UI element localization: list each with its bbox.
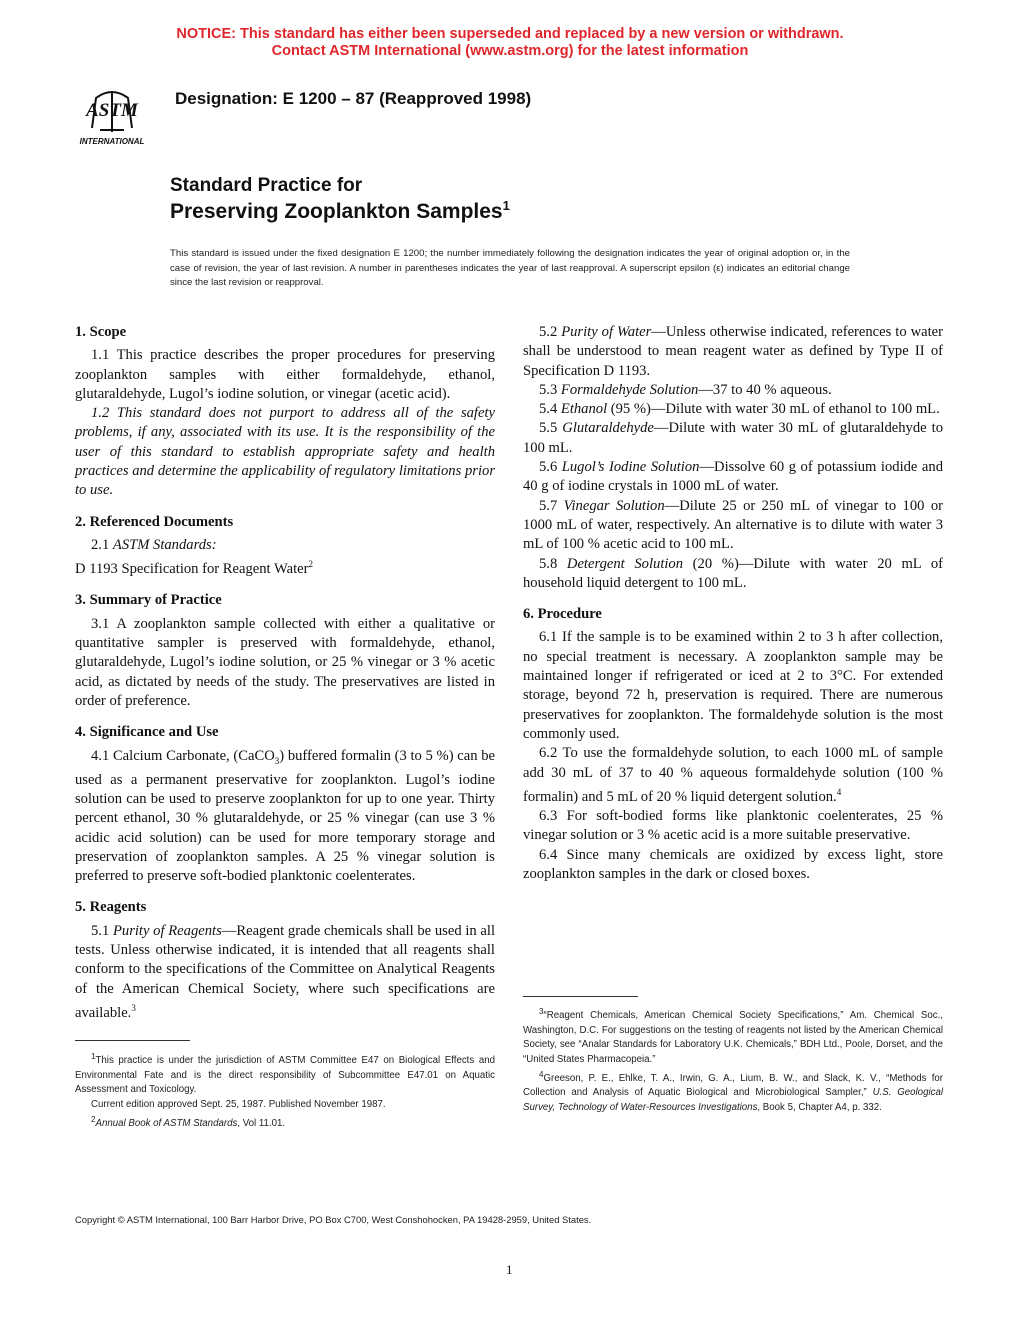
text: 6.2 To use the formaldehyde solution, to each 1000 mL of sample add 30 mL of 37 to 40 % aqueous formaldehyde solution (100 % formalin) and 5 mL of 20 % liquid detergent solution.	[523, 745, 943, 805]
logo-subtext: INTERNATIONAL	[79, 137, 145, 146]
paragraph	[523, 458, 943, 497]
copyright: Copyright © ASTM International, 100 Barr Harbor Drive, PO Box C700, West Conshohocken, PA 19428-2959, United States.	[75, 1214, 592, 1225]
paragraph	[523, 744, 943, 807]
italic-text: Purity of Water	[561, 324, 652, 340]
section-reagents	[75, 898, 495, 1023]
footnote-1	[75, 1050, 495, 1098]
footnotes-left	[75, 1050, 495, 1131]
italic-text: U.S. Geological Survey, Technology of Water-Resources Investigations	[523, 1087, 943, 1114]
italic-text: Formaldehyde Solution	[560, 381, 699, 398]
section-referenced-documents	[75, 513, 495, 580]
title-text: Preserving Zooplankton Samples	[170, 200, 503, 223]
title-line-1: Standard Practice for	[170, 175, 363, 196]
text: (95 %)—Dilute with water 30 mL of ethanol to 100 mL.	[607, 401, 940, 418]
section-heading: 4. Significance and Use	[75, 724, 219, 741]
footnote-4	[523, 1068, 943, 1116]
text: 4.1 Calcium Carbonate, (CaCO	[91, 747, 275, 764]
para-number: 5.2	[539, 324, 558, 340]
paragraph: 3.1 A zooplankton sample collected with either a qualitative or quantitative sampler is preserved with formaldehyde, ethanol, glutaraldehyde, Lugol’s iodine solution, or 25 % vinegar or 3 % acetic acid, as dictated by needs of the study. The preservatives are listed in order of preference.	[75, 615, 495, 709]
footnote-text: “Reagent Chemicals, American Chemical Society Specifications,” Am. Chemical Soc., Washington, D.C. For suggestions on the testing of reagents not listed by the American Chemical Society, see “Analar Standards for Laboratory U.K. Chemicals,” BDH Ltd., Poole, Dorset, and the “United States Pharmacopeia.”	[523, 1010, 943, 1066]
safety-statement: 1.2 This standard does not purport to address all of the safety problems, if any, associated with its use. It is the responsibility of the user of this standard to establish appropriate safety and health practices and determine the applicability of regulatory limitations prior to use.	[75, 405, 495, 499]
paragraph	[523, 497, 943, 555]
footnote-mark: 4	[836, 786, 842, 797]
para-number: 5.1	[91, 922, 110, 939]
footnote-1b: Current edition approved Sept. 25, 1987. Published November 1987.	[91, 1099, 386, 1111]
text: —37 to 40 % aqueous.	[698, 381, 832, 398]
paragraph	[523, 419, 943, 458]
text: —Dissolve 60 g of potassium iodide and 40 g of iodine crystals in 1000 mL of water.	[523, 459, 943, 495]
footnote-text: , Vol 11.01.	[237, 1117, 286, 1129]
title-line-2	[170, 198, 510, 224]
text: (20 %)—Dilute with water 20 mL of household liquid detergent to 100 mL.	[523, 555, 943, 591]
paragraph: 6.1 If the sample is to be examined within 2 to 3 h after collection, no special treatment is necessary. A zooplankton sample may be maintained longer if refrigerated or iced at 2 to 3°C. For extended storage, beyond 72 h, preservation is required. There are numerous preservatives for zooplankton. The formaldehyde solution is the most commonly used.	[523, 629, 943, 742]
text: —Dilute 25 or 250 mL of vinegar to 100 or 1000 mL of water, respectively. An alternative is to dilute with water 3 mL of 100 % acetic acid to 100 mL.	[523, 497, 943, 553]
page-number: 1	[506, 1262, 513, 1277]
paragraph	[75, 747, 495, 887]
italic-text: ASTM Standards:	[112, 536, 217, 553]
footnote-rule-left	[75, 1040, 190, 1041]
para-number: 5.3	[539, 381, 558, 398]
footnote-mark: 3	[539, 1007, 544, 1016]
footnote-mark: 1	[91, 1052, 96, 1061]
para-number: 5.4	[539, 401, 558, 418]
notice-line-1: NOTICE: This standard has either been superseded and replaced by a new version or withdrawn.	[176, 26, 844, 42]
paragraph	[523, 323, 943, 381]
italic-text: Vinegar Solution	[563, 497, 665, 514]
italic-text: Glutaraldehyde	[562, 420, 654, 437]
italic-text: Detergent Solution	[566, 555, 684, 572]
footnote-mark: 2	[91, 1114, 96, 1124]
footnote-text: Greeson, P. E., Ehlke, T. A., Irwin, G. A., Lium, B. W., and Slack, K. V., “Methods for Collection and Analysis of Aquatic Biological and Microbiological Sampler,”	[523, 1072, 943, 1099]
title-footnote-mark: 1	[502, 198, 510, 213]
paragraph	[523, 555, 943, 594]
paragraph	[523, 400, 943, 419]
footnote-3	[523, 1005, 943, 1068]
designation: Designation: E 1200 – 87 (Reapproved 1998)	[175, 89, 532, 108]
footnote-text: This practice is under the jurisdiction of ASTM Committee E47 on Biological Effects and Environmental Fate and is the direct responsibility of Subcommittee E47.01 on Aquatic Assessment and Toxicology.	[75, 1055, 495, 1096]
paragraph	[75, 922, 495, 1023]
italic-text: Lugol’s Iodine Solution	[561, 459, 700, 476]
section-heading: 2. Referenced Documents	[75, 513, 234, 530]
footnote-mark: 3	[131, 1002, 136, 1013]
astm-logo	[62, 78, 162, 146]
italic-text: Ethanol	[560, 401, 608, 418]
subscript: 3	[274, 755, 280, 766]
section-heading: 3. Summary of Practice	[75, 592, 222, 609]
section-significance	[75, 723, 495, 886]
footnote-mark: 2	[308, 559, 313, 570]
paragraph: 6.3 For soft-bodied forms like planktonic coelenterates, 25 % vinegar solution or 3 % acetic acid is a more suitable preservative.	[523, 807, 943, 844]
footnote-text: , Book 5, Chapter A4, p. 332.	[757, 1102, 882, 1114]
paragraph	[75, 555, 495, 579]
para-number: 2.1	[91, 536, 110, 553]
footnote-mark: 4	[539, 1069, 544, 1079]
footnotes-right	[523, 1005, 943, 1116]
footnote-rule-right	[523, 996, 638, 997]
issued-note: This standard is issued under the fixed designation E 1200; the number immediately following the designation indicates the year of original adoption or, in the case of revision, the year of last revision. A number in parentheses indicates the year of last reapproval. A superscript epsilon (ε) indicates an editorial change since the last revision or reapproval.	[170, 248, 850, 288]
section-reagents-cont	[523, 323, 943, 593]
withdrawal-notice	[0, 26, 1020, 60]
text: ) buffered formalin (3 to 5 %) can be used as a permanent preservative for zooplankton. Lugol’s iodine solution can be used to preserve zooplankton for up to one year. Thirty percent ethanol, 30 % glutaraldehyde, or 25 % vinegar (can use 3 % acidic acid solution) can be used for more temporary storage and preservation of zooplankton samples. A 25 % vinegar solution is preferred to preserve soft-bodied planktonic coelenterates.	[75, 747, 495, 885]
paragraph: 6.4 Since many chemicals are oxidized by excess light, store zooplankton samples in the dark or closed boxes.	[523, 846, 943, 882]
section-procedure	[523, 605, 943, 884]
section-summary	[75, 591, 495, 711]
para-number: 5.5	[539, 420, 558, 437]
italic-text: Annual Book of ASTM Standards	[95, 1117, 238, 1129]
para-number: 5.8	[539, 555, 558, 572]
section-heading: 1. Scope	[75, 324, 127, 340]
footnote-2	[75, 1113, 495, 1132]
notice-line-2: Contact ASTM International (www.astm.org) for the latest information	[271, 43, 749, 59]
right-column	[523, 323, 943, 896]
reference-item: D 1193 Specification for Reagent Water	[75, 561, 309, 578]
italic-text: Purity of Reagents	[112, 922, 222, 939]
logo-text: ASTM	[86, 100, 138, 121]
text: —Reagent grade chemicals shall be used in all tests. Unless otherwise indicated, it is intended that all reagents shall conform to the specifications of the Committee on Analytical Reagents of the American Chemical Society, where such specifications are available.	[75, 922, 496, 1021]
left-column	[75, 323, 495, 1035]
paragraph	[75, 536, 495, 555]
paragraph	[523, 381, 943, 400]
para-number: 5.7	[539, 497, 558, 514]
para-number: 5.6	[539, 459, 558, 476]
text: —Unless otherwise indicated, references to water shall be understood to mean reagent water as defined by Type II of Specification D 1193.	[523, 324, 943, 379]
section-scope	[75, 323, 495, 501]
section-heading: 5. Reagents	[75, 899, 147, 916]
section-heading: 6. Procedure	[523, 606, 602, 623]
text: —Dilute with water 30 mL of glutaraldehyde to 100 mL.	[523, 420, 943, 456]
paragraph: 1.1 This practice describes the proper procedures for preserving zooplankton samples with either formaldehyde, ethanol, glutaraldehyde, Lugol’s iodine solution, or vinegar (acetic acid).	[75, 347, 495, 402]
paragraph	[75, 404, 495, 500]
